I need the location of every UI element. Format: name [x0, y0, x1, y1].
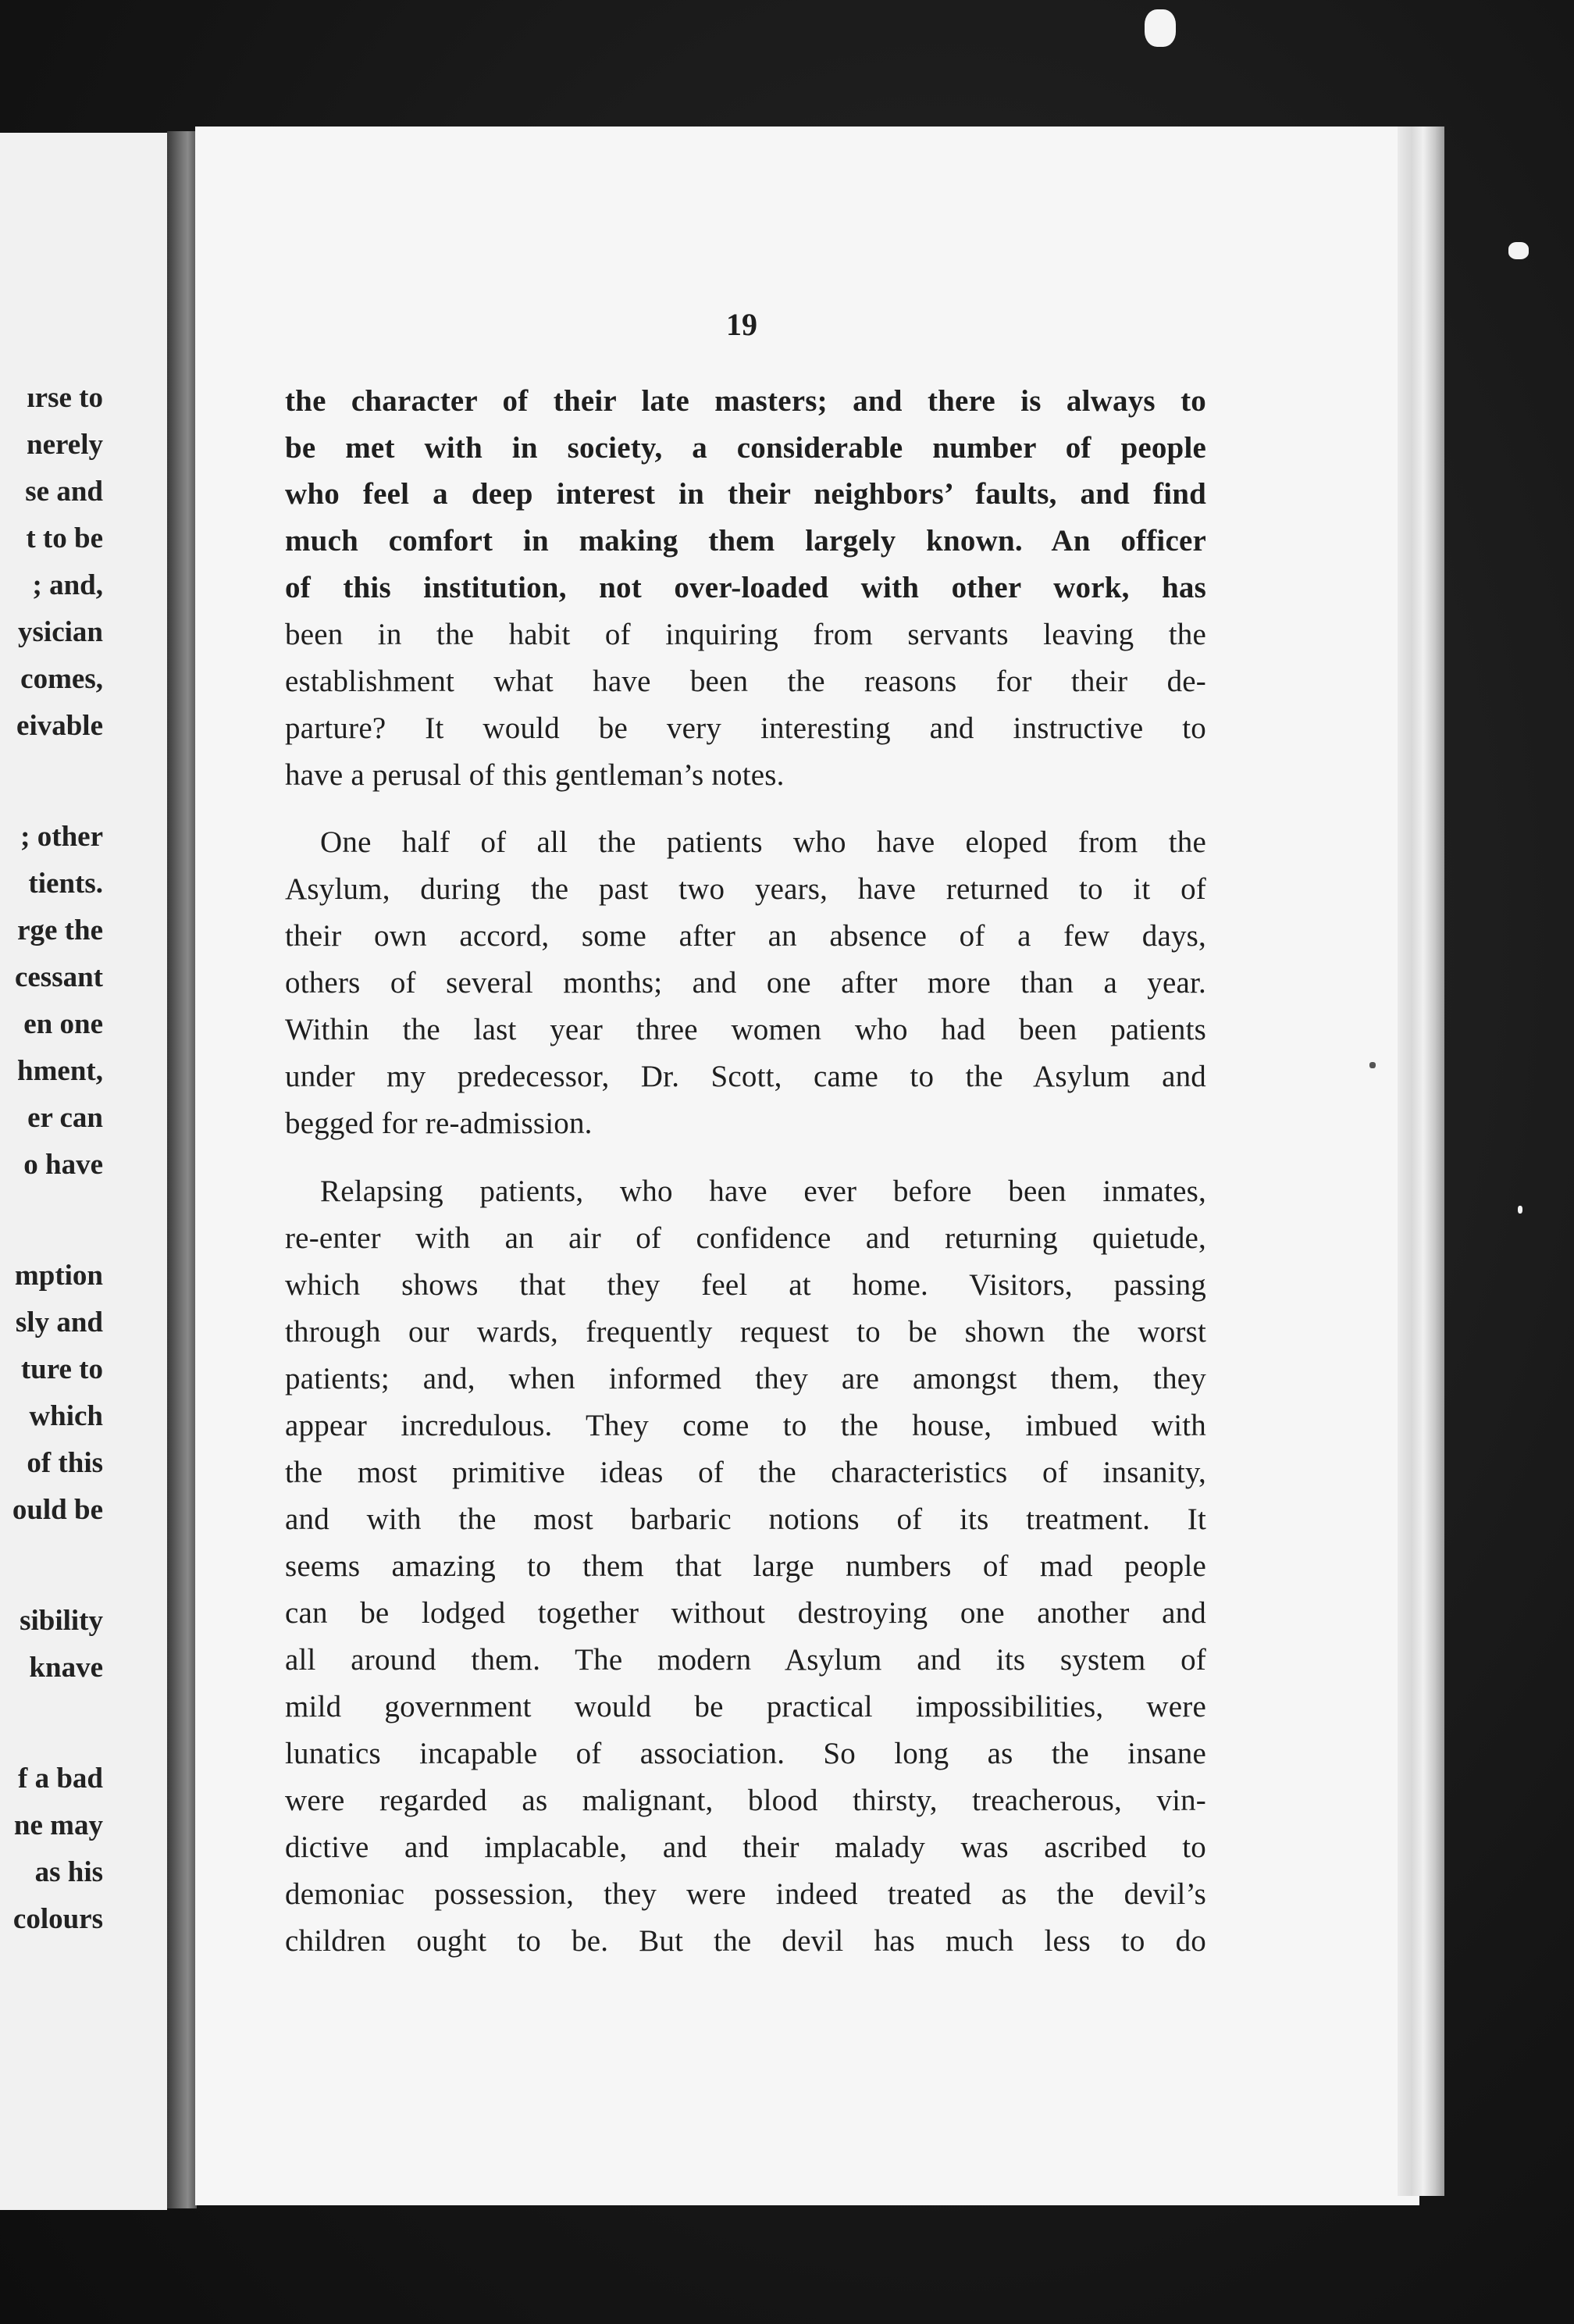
- text-line: re-enter with an air of confidence and returning quietude,: [285, 1221, 1206, 1255]
- page-number: 19: [726, 307, 757, 342]
- text-line: One half of all the patients who have eloped from the: [320, 825, 1206, 859]
- left-page-line: comes,: [20, 663, 103, 695]
- text-line: Asylum, during the past two years, have returned to it of: [285, 872, 1206, 906]
- left-page-line: eivable: [16, 710, 103, 742]
- text-line: through our wards, frequently request to be shown the worst: [285, 1315, 1206, 1349]
- text-line: demoniac possession, they were indeed treated as the devil’s: [285, 1877, 1206, 1911]
- left-page-line: nerely: [27, 429, 103, 461]
- text-line: others of several months; and one after more than a year.: [285, 966, 1206, 1000]
- page-stack-edge: [1398, 127, 1444, 2196]
- book-gutter: [167, 131, 197, 2208]
- text-line: be met with in society, a considerable number of people: [285, 431, 1206, 465]
- left-page-line: cessant: [14, 961, 103, 993]
- left-page-line: f a bad: [18, 1763, 103, 1795]
- left-page-line: ysician: [18, 616, 103, 648]
- text-line: and with the most barbaric notions of its treatment. It: [285, 1502, 1206, 1536]
- left-page-line: ne may: [13, 1809, 103, 1841]
- left-page-line: mption: [14, 1260, 103, 1292]
- left-page-line: en one: [23, 1008, 103, 1040]
- text-line: the most primitive ideas of the characteristics of insanity,: [285, 1456, 1206, 1489]
- left-page-line: se and: [25, 476, 103, 508]
- left-page-line: ture to: [20, 1353, 103, 1385]
- left-facing-page: [0, 133, 167, 2210]
- text-line: patients; and, when informed they are amongst them, they: [285, 1362, 1206, 1395]
- dust-speck: [1518, 1206, 1522, 1214]
- text-line: lunatics incapable of association. So long as the insane: [285, 1737, 1206, 1770]
- dust-speck: [1369, 1062, 1376, 1068]
- left-page-line: ; and,: [32, 569, 103, 601]
- left-page-line: tients.: [28, 868, 103, 900]
- left-page-line: sibility: [20, 1605, 103, 1637]
- text-line: mild government would be practical impossibilities, were: [285, 1690, 1206, 1723]
- text-line: children ought to be. But the devil has much less to do: [285, 1924, 1206, 1958]
- left-page-line: knave: [29, 1652, 103, 1684]
- left-page-line: which: [29, 1400, 103, 1432]
- text-line: parture? It would be very interesting and instructive to: [285, 711, 1206, 745]
- text-line: begged for re-admission.: [285, 1107, 593, 1140]
- text-line: can be lodged together without destroying one another and: [285, 1596, 1206, 1630]
- text-line: Within the last year three women who had been patients: [285, 1013, 1206, 1046]
- left-page-line: t to be: [26, 522, 103, 554]
- text-line: their own accord, some after an absence of a few days,: [285, 919, 1206, 953]
- left-page-line: colours: [12, 1903, 103, 1935]
- text-line: which shows that they feel at home. Visitors, passing: [285, 1268, 1206, 1302]
- text-line: of this institution, not over-loaded with other work, has: [285, 571, 1206, 604]
- left-page-line: ; other: [20, 821, 103, 853]
- left-page-line: hment,: [17, 1055, 103, 1087]
- text-line: were regarded as malignant, blood thirsty, treacherous, vin-: [285, 1784, 1206, 1817]
- text-line: seems amazing to them that large numbers of mad people: [285, 1549, 1206, 1583]
- left-page-line: as his: [34, 1856, 103, 1888]
- left-page-line: ould be: [12, 1494, 103, 1526]
- text-line: under my predecessor, Dr. Scott, came to the Asylum and: [285, 1060, 1206, 1093]
- left-page-line: ırse to: [27, 382, 103, 414]
- left-page-line: o have: [23, 1149, 103, 1181]
- text-line: who feel a deep interest in their neighbors’ faults, and find: [285, 477, 1206, 511]
- text-line: much comfort in making them largely known. An officer: [285, 524, 1206, 558]
- left-page-line: of this: [27, 1447, 103, 1479]
- text-line: dictive and implacable, and their malady was ascribed to: [285, 1830, 1206, 1864]
- text-line: all around them. The modern Asylum and its system of: [285, 1643, 1206, 1677]
- text-line: appear incredulous. They come to the house, imbued with: [285, 1409, 1206, 1442]
- text-line: Relapsing patients, who have ever before been inmates,: [320, 1174, 1206, 1208]
- left-page-line: sly and: [15, 1306, 103, 1338]
- text-line: have a perusal of this gentleman’s notes.: [285, 758, 785, 792]
- dust-speck: [1145, 9, 1176, 47]
- text-line: the character of their late masters; and there is always to: [285, 384, 1206, 418]
- dust-speck: [1508, 242, 1529, 259]
- text-line: establishment what have been the reasons for their de-: [285, 665, 1206, 698]
- text-line: been in the habit of inquiring from servants leaving the: [285, 618, 1206, 651]
- left-page-line: er can: [27, 1102, 103, 1134]
- left-page-line: rge the: [17, 914, 103, 946]
